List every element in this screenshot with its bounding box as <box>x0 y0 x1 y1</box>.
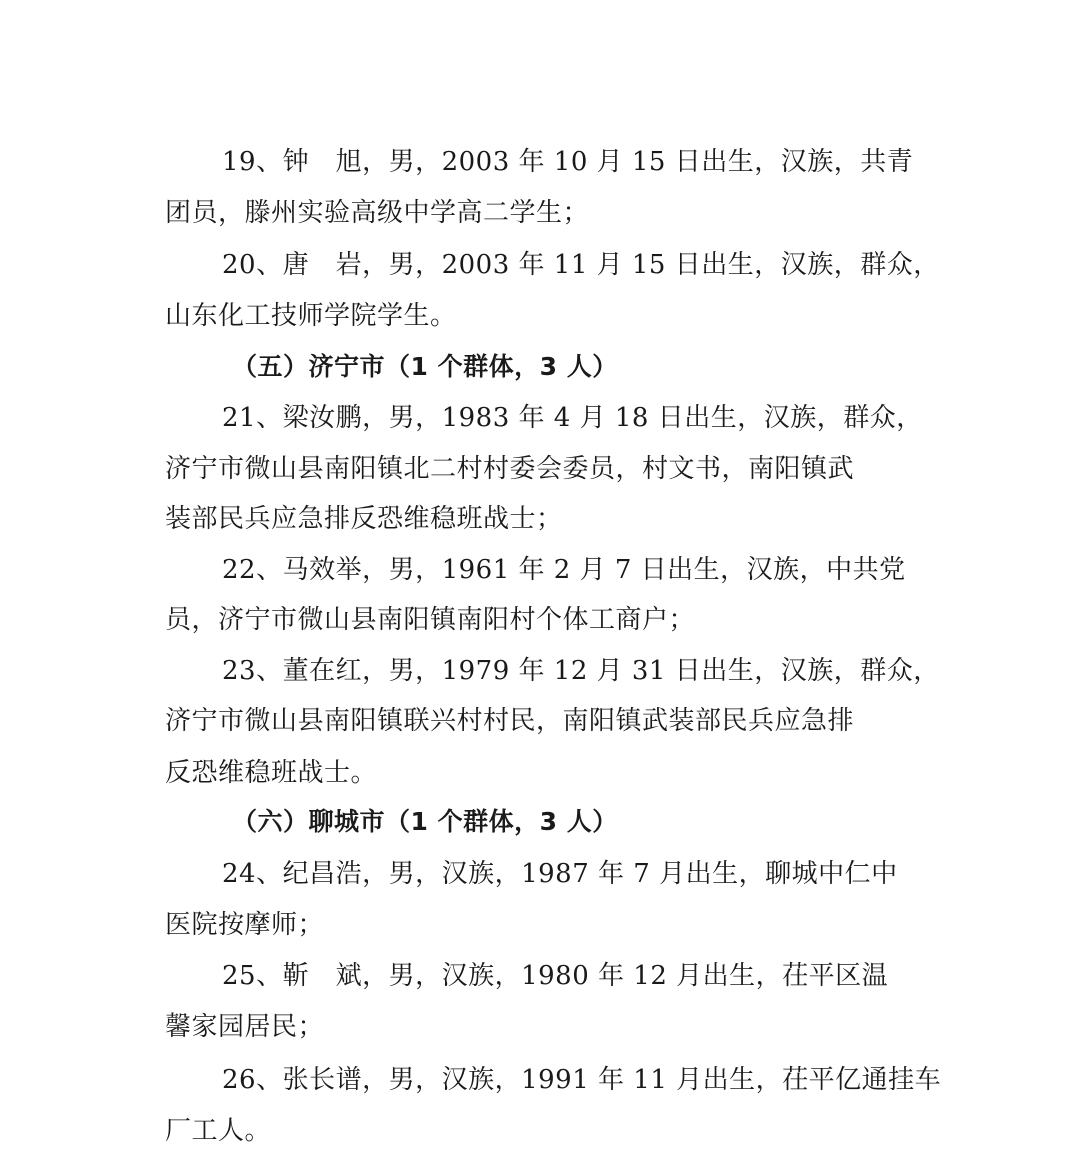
entry-24-line-1: 24、纪昌浩，男，汉族，1987 年 7 月出生，聊城中仁中 <box>222 859 898 889</box>
entry-25-line-2: 馨家园居民； <box>165 1012 325 1042</box>
section-heading-jining: （五）济宁市（1 个群体，3 人） <box>232 352 618 381</box>
entry-19-line-2: 团员，滕州实验高级中学高二学生； <box>165 198 590 228</box>
entry-22-line-1: 22、马效举，男，1961 年 2 月 7 日出生，汉族，中共党 <box>222 555 906 585</box>
entry-21-line-2: 济宁市微山县南阳镇北二村村委会委员，村文书，南阳镇武 <box>165 454 855 484</box>
entry-26-line-1: 26、张长谱，男，汉族，1991 年 11 月出生，茌平亿通挂车 <box>222 1065 942 1095</box>
entry-26-line-2: 厂工人。 <box>165 1116 272 1146</box>
entry-21-line-3: 装部民兵应急排反恐维稳班战士； <box>165 504 563 534</box>
section-heading-liaocheng: （六）聊城市（1 个群体，3 人） <box>232 807 618 836</box>
entry-20-line-1: 20、唐 岩，男，2003 年 11 月 15 日出生，汉族，群众， <box>222 250 940 280</box>
entry-20-line-2: 山东化工技师学院学生。 <box>165 301 457 331</box>
entry-22-line-2: 员，济宁市微山县南阳镇南阳村个体工商户； <box>165 605 696 635</box>
entry-23-line-2: 济宁市微山县南阳镇联兴村村民，南阳镇武装部民兵应急排 <box>165 706 855 736</box>
entry-24-line-2: 医院按摩师； <box>165 910 325 940</box>
entry-21-line-1: 21、梁汝鹏，男，1983 年 4 月 18 日出生，汉族，群众， <box>222 403 923 433</box>
entry-19-line-1: 19、钟 旭，男，2003 年 10 月 15 日出生，汉族，共青 <box>222 147 914 177</box>
entry-23-line-3: 反恐维稳班战士。 <box>165 758 378 788</box>
entry-25-line-1: 25、靳 斌，男，汉族，1980 年 12 月出生，茌平区温 <box>222 961 889 991</box>
entry-23-line-1: 23、董在红，男，1979 年 12 月 31 日出生，汉族，群众， <box>222 656 940 686</box>
